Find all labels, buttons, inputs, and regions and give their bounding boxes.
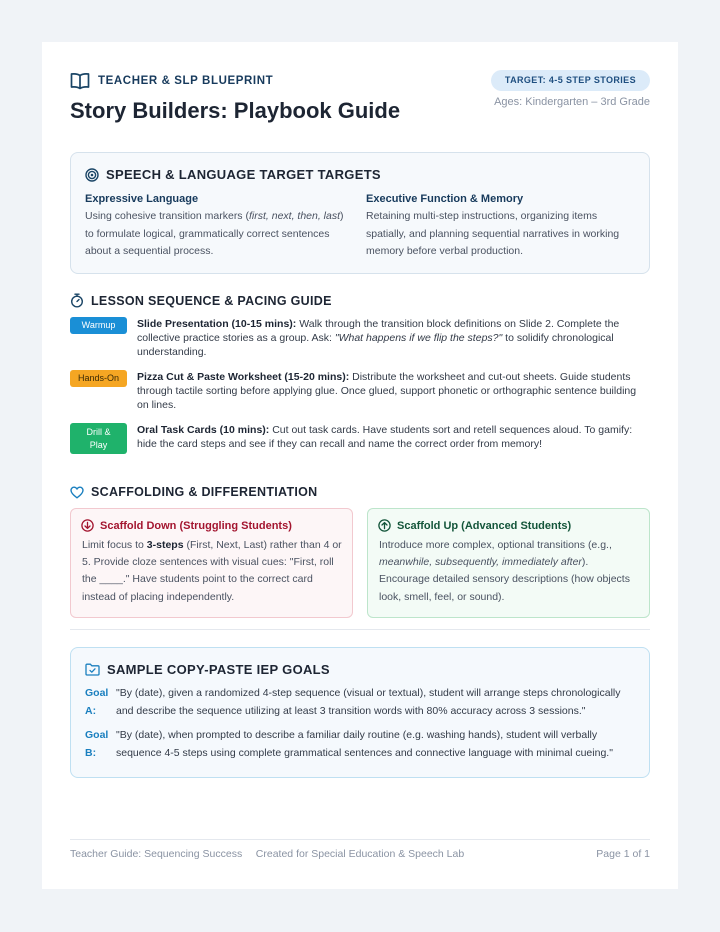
lesson-sequence-label: LESSON SEQUENCE & PACING GUIDE bbox=[91, 293, 332, 308]
targets-heading bbox=[85, 167, 381, 182]
footer-divider bbox=[70, 839, 650, 840]
age-range: Ages: Kindergarten – 3rd Grade bbox=[494, 96, 650, 108]
scaffolding-heading bbox=[70, 485, 318, 499]
lesson-sequence-heading bbox=[70, 293, 332, 308]
goal-b-text: "By (date), when prompted to describe a familiar daily routine (e.g. washing hands), student will verbally sequence 4-5 steps using complete grammatical sentences and connective language with minimal cueing." bbox=[116, 729, 613, 759]
goal-b-label: Goal B: bbox=[85, 729, 109, 759]
scaffold-down-box bbox=[70, 508, 353, 618]
folder-check-icon bbox=[85, 663, 100, 676]
page-number: Page 1 of 1 bbox=[596, 848, 650, 860]
hands-on-text: Pizza Cut & Paste Worksheet (15-20 mins): Distribute the worksheet and cut-out sheets. Guide students through tactile sorting before applying glue. Once glued, support phonetic or orthographic sentence building on lines. bbox=[137, 371, 637, 412]
target-icon bbox=[85, 168, 99, 182]
brand-label: TEACHER & SLP BLUEPRINT bbox=[98, 75, 274, 87]
goal-a-text: "By (date), given a randomized 4-step sequence (visual or textual), student will arrange steps chronologically and describe the sequence utilizing at least 3 transition words with 80% accuracy across 3 sessions." bbox=[116, 687, 621, 717]
arrow-up-circle-icon bbox=[378, 519, 391, 532]
footer-left: Teacher Guide: Sequencing Success bbox=[70, 848, 243, 860]
hands-on-tag: Hands-On bbox=[70, 370, 127, 387]
page-title: Story Builders: Playbook Guide bbox=[70, 98, 401, 123]
scaffold-up-heading bbox=[378, 519, 571, 532]
expressive-language-column bbox=[85, 193, 347, 261]
scaffold-down-heading bbox=[81, 519, 292, 532]
document-page bbox=[42, 42, 678, 889]
expressive-language-text: Using cohesive transition markers (first, next, then, last) to formulate logical, grammatically correct sentences about a sequential process. bbox=[85, 210, 344, 257]
footer-center: Created for Special Education & Speech Lab bbox=[255, 848, 465, 860]
goal-a-label: Goal A: bbox=[85, 687, 109, 717]
scaffold-down-text: Limit focus to 3-steps (First, Next, Last) rather than 4 or 5. Provide cloze sentences with visual cues: "First, roll the ____." Have students point to the correct card instead of placing independently. bbox=[82, 539, 342, 603]
scaffold-up-text: Introduce more complex, optional transitions (e.g., meanwhile, subsequently, immediately after). Encourage detailed sensory descriptions (how objects look, smell, feel, or sound). bbox=[379, 539, 630, 603]
document-header bbox=[70, 72, 650, 138]
section-divider bbox=[70, 629, 650, 630]
warmup-tag: Warmup bbox=[70, 317, 127, 334]
scaffolding-heading-label: SCAFFOLDING & DIFFERENTIATION bbox=[91, 485, 318, 499]
brand bbox=[70, 72, 273, 90]
document-footer bbox=[70, 848, 650, 862]
arrow-down-circle-icon bbox=[81, 519, 94, 532]
stopwatch-icon bbox=[70, 293, 84, 308]
target-badge: TARGET: 4-5 STEP STORIES bbox=[491, 70, 650, 91]
scaffold-up-label: Scaffold Up (Advanced Students) bbox=[397, 519, 572, 532]
iep-goals-box bbox=[70, 647, 650, 778]
executive-function-column bbox=[366, 193, 628, 261]
expressive-language-heading: Expressive Language bbox=[85, 193, 199, 205]
open-book-icon bbox=[70, 72, 90, 90]
iep-goals-heading bbox=[85, 662, 330, 677]
drill-play-text: Oral Task Cards (10 mins): Cut out task cards. Have students sort and retell sequences aloud. To gamify: hide the card steps and see if they can recall and name the correct order from memory! bbox=[137, 424, 633, 451]
heart-icon bbox=[70, 486, 84, 499]
iep-goals-label: SAMPLE COPY-PASTE IEP GOALS bbox=[107, 662, 330, 677]
executive-function-heading: Executive Function & Memory bbox=[366, 193, 524, 205]
scaffold-down-label: Scaffold Down (Struggling Students) bbox=[100, 519, 292, 532]
warmup-text: Slide Presentation (10-15 mins): Walk through the transition block definitions on Slide 2. Complete the collective practice stories as a group. Ask: "What happens if we flip the steps?" to solidify chronological understanding. bbox=[137, 318, 620, 359]
scaffold-up-box bbox=[367, 508, 650, 618]
executive-function-text: Retaining multi-step instructions, organizing items spatially, and planning sequential narratives in working memory before verbal production. bbox=[366, 210, 620, 257]
drill-play-tag: Drill & Play bbox=[70, 423, 127, 454]
language-targets-box bbox=[70, 152, 650, 274]
targets-heading-label: SPEECH & LANGUAGE TARGET TARGETS bbox=[106, 167, 381, 182]
